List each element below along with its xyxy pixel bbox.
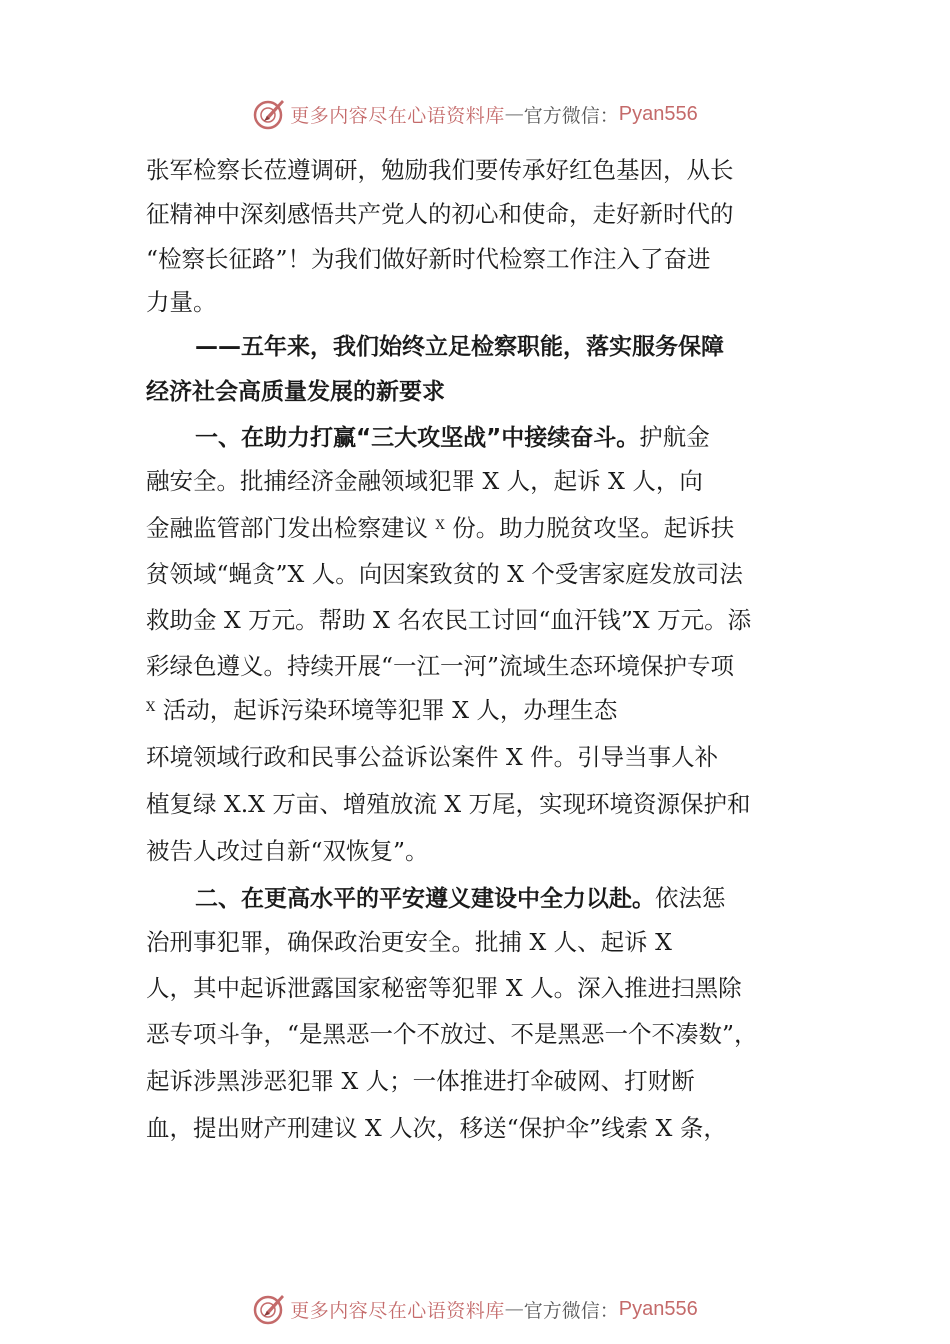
body-line: 环境领域行政和民事公益诉讼案件 X 件。引导当事人补 (146, 743, 719, 771)
body-text: 护航金 (639, 423, 710, 451)
paragraph-heading: 一、在助力打赢“三大攻坚战”中接续奋斗。 (195, 425, 640, 451)
body-line: 救助金 X 万元。帮助 X 名农民工讨回“血汗钱”X 万元。添 (146, 606, 752, 634)
body-line: 被告人改过自新“双恢复”。 (146, 837, 429, 865)
footer-banner (0, 1289, 950, 1329)
banner-separator: — (504, 103, 524, 125)
section-heading: 经济社会高质量发展的新要求 (146, 379, 445, 405)
body-line: 征精神中深刻感悟共产党人的初心和使命，走好新时代的 (146, 200, 734, 228)
body-line: 彩绿色遵义。持续开展“一江一河”流域生态环境保护专项 (146, 652, 735, 680)
body-text: 活动，起诉污染环境等犯罪 X 人，办理生态 (155, 696, 618, 724)
banner-wechat-label: 官方微信： (523, 104, 619, 127)
body-line: 力量。 (146, 288, 217, 316)
body-text: 依法惩 (655, 884, 726, 912)
superscript-mark: X (146, 700, 156, 715)
section-heading: ——五年来，我们始终立足检察职能，落实服务保障 (195, 334, 724, 360)
body-line (195, 882, 726, 914)
body-text: 金融监管部门发出检察建议 (146, 514, 436, 542)
quill-logo-icon (252, 97, 286, 131)
body-line: 人，其中起诉泄露国家秘密等犯罪 X 人。深入推进扫黑除 (146, 974, 742, 1002)
body-line: 贫领域“蝇贪”X 人。向因案致贫的 X 个受害家庭发放司法 (146, 560, 743, 588)
banner-wechat-id: Pyan556 (618, 1297, 698, 1320)
body-text: 份。助力脱贫攻坚。起诉扶 (444, 514, 735, 542)
body-line: 恶专项斗争，“是黑恶一个不放过、不是黑恶一个不凑数”， (146, 1020, 758, 1048)
body-line: “检察长征路”！为我们做好新时代检察工作注入了奋进 (146, 245, 711, 273)
body-line: 治刑事犯罪，确保政治更安全。批捕 X 人、起诉 X (146, 928, 672, 956)
quill-logo-icon (252, 1292, 286, 1326)
paragraph-heading: 二、在更高水平的平安遵义建设中全力以赴。 (195, 886, 655, 912)
banner-text: 更多内容尽在心语资料库 (290, 104, 505, 127)
banner-text: 更多内容尽在心语资料库 (290, 1299, 505, 1322)
body-line: 融安全。批捕经济金融领域犯罪 X 人，起诉 X 人，向 (146, 467, 703, 495)
banner-wechat-label: 官方微信： (523, 1299, 619, 1322)
body-line (146, 694, 617, 726)
body-line: 起诉涉黑涉恶犯罪 X 人；一体推进打伞破网、打财断 (146, 1067, 695, 1095)
banner-wechat-id: Pyan556 (618, 102, 698, 125)
banner-separator: — (504, 1298, 524, 1320)
body-line: 血，提出财产刑建议 X 人次，移送“保护伞”线索 X 条， (146, 1114, 727, 1142)
superscript-mark: X (435, 518, 445, 533)
body-line: 张军检察长莅遵调研，勉励我们要传承好红色基因，从长 (146, 156, 734, 184)
body-line (195, 421, 710, 453)
header-banner (0, 94, 950, 134)
body-line: 植复绿 X.X 万亩、增殖放流 X 万尾，实现环境资源保护和 (146, 790, 751, 818)
body-line (146, 512, 734, 544)
